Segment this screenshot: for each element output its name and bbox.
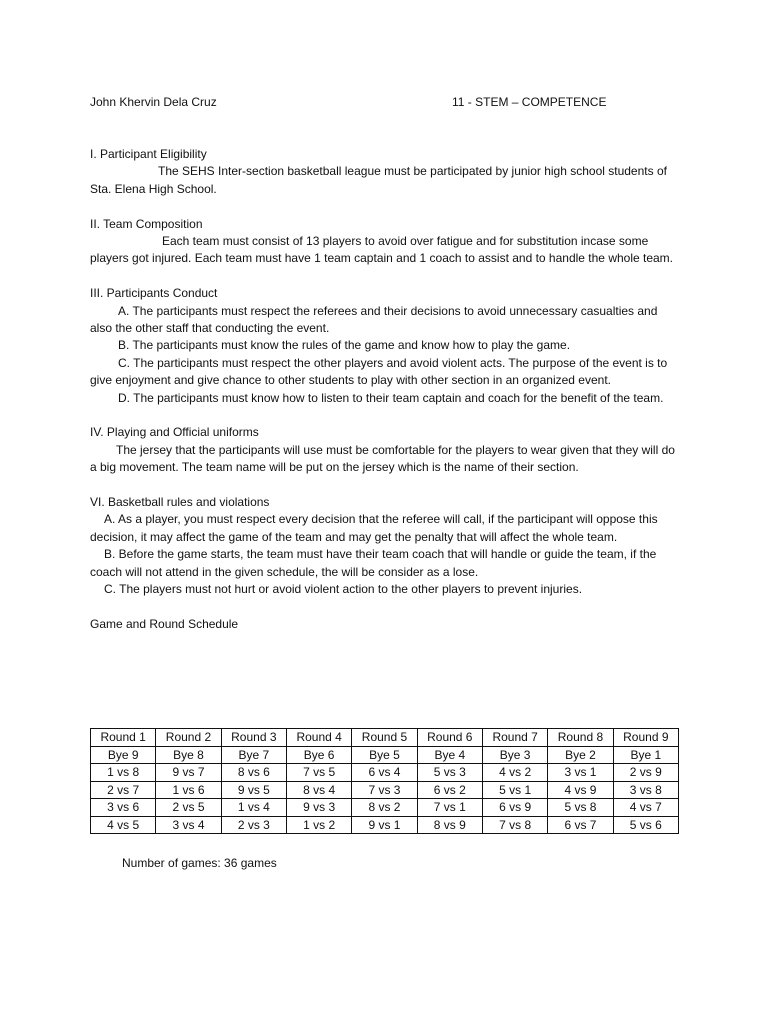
section-heading: I. Participant Eligibility (90, 147, 207, 161)
table-row (91, 746, 679, 764)
table-cell: 7 vs 8 (482, 816, 547, 834)
document-header (90, 94, 690, 112)
table-cell: Bye 2 (548, 746, 613, 764)
list-item: C. The participants must respect the other players and avoid violent acts. The purpose of the event is to give enjoyment and give chance to other students to play with other section in an organized event. (90, 355, 668, 388)
games-count: Number of games: 36 games (122, 856, 277, 870)
section-participants-conduct (90, 285, 680, 407)
table-cell: 7 vs 1 (417, 799, 482, 817)
section-heading: II. Team Composition (90, 216, 203, 231)
table-cell: 2 vs 5 (156, 799, 221, 817)
table-cell: 9 vs 3 (286, 799, 351, 817)
table-cell: 5 vs 3 (417, 764, 482, 782)
section-heading: III. Participants Conduct (90, 286, 218, 301)
table-cell: 8 vs 2 (352, 799, 417, 817)
table-cell: 3 vs 1 (548, 764, 613, 782)
list-item: A. The participants must respect the referees and their decisions to avoid unnecessary casualties and also the other staff that conducting the event. (90, 303, 658, 336)
table-cell: 9 vs 7 (156, 764, 221, 782)
section-eligibility (90, 146, 680, 198)
table-cell: Bye 4 (417, 746, 482, 764)
table-cell: Bye 6 (286, 746, 351, 764)
table-cell: 5 vs 1 (482, 781, 547, 799)
table-cell: 6 vs 2 (417, 781, 482, 799)
section-team-composition (90, 216, 680, 268)
table-cell: 8 vs 4 (286, 781, 351, 799)
table-cell: Bye 7 (221, 746, 286, 764)
column-header: Round 3 (221, 729, 286, 747)
table-cell: 8 vs 6 (221, 764, 286, 782)
table-cell: 9 vs 1 (352, 816, 417, 834)
list-item: C. The players must not hurt or avoid violent action to the other players to prevent injuries. (104, 582, 583, 597)
table-row (91, 816, 679, 834)
table-row (91, 764, 679, 782)
table-cell: 5 vs 8 (548, 799, 613, 817)
list-item: B. Before the game starts, the team must have their team coach that will handle or guide the team, if the coach will not attend in the given schedule, the will be consider as a lose. (90, 547, 657, 579)
column-header: Round 1 (91, 729, 156, 747)
table-cell: 8 vs 9 (417, 816, 482, 834)
table-cell: 6 vs 4 (352, 764, 417, 782)
author-name: John Khervin Dela Cruz (90, 95, 217, 109)
table-cell: Bye 3 (482, 746, 547, 764)
table-cell: Bye 8 (156, 746, 221, 764)
table-cell: 4 vs 9 (548, 781, 613, 799)
round-schedule-table (90, 728, 679, 834)
table-cell: 6 vs 9 (482, 799, 547, 817)
table-cell: 1 vs 2 (286, 816, 351, 834)
list-item: B. The participants must know the rules of the game and know how to play the game. (118, 338, 571, 353)
table-cell: 4 vs 7 (613, 799, 678, 817)
section-paragraph: The SEHS Inter-section basketball league must be participated by junior high school students of Sta. Elena High School. (90, 164, 667, 196)
section-heading: VI. Basketball rules and violations (90, 495, 270, 510)
table-cell: 5 vs 6 (613, 816, 678, 834)
section-rules (90, 494, 680, 598)
column-header: Round 6 (417, 729, 482, 747)
table-cell: Bye 9 (91, 746, 156, 764)
column-header: Round 5 (352, 729, 417, 747)
list-item: A. As a player, you must respect every decision that the referee will call, if the participant will oppose this decision, it may affect the game of the team and may get the penalty that will affect the whole team. (90, 512, 658, 544)
table-cell: 4 vs 5 (91, 816, 156, 834)
section-heading: IV. Playing and Official uniforms (90, 425, 259, 440)
column-header: Round 8 (548, 729, 613, 747)
table-cell: Bye 5 (352, 746, 417, 764)
table-cell: 2 vs 3 (221, 816, 286, 834)
table-cell: 1 vs 6 (156, 781, 221, 799)
column-header: Round 9 (613, 729, 678, 747)
table-cell: 6 vs 7 (548, 816, 613, 834)
table-cell: 3 vs 4 (156, 816, 221, 834)
column-header: Round 4 (286, 729, 351, 747)
table-cell: 3 vs 8 (613, 781, 678, 799)
table-cell: 4 vs 2 (482, 764, 547, 782)
document-body (90, 146, 680, 633)
table-cell: 2 vs 9 (613, 764, 678, 782)
table-cell: 7 vs 3 (352, 781, 417, 799)
table-cell: 9 vs 5 (221, 781, 286, 799)
section-paragraph: Each team must consist of 13 players to avoid over fatigue and for substitution incase some players got injured. Each team must have 1 team captain and 1 coach to assist and to handle the whole team. (90, 234, 674, 266)
schedule-title: Game and Round Schedule (90, 616, 239, 631)
table-cell: Bye 1 (613, 746, 678, 764)
column-header: Round 2 (156, 729, 221, 747)
table-header-row (91, 729, 679, 747)
column-header: Round 7 (482, 729, 547, 747)
table-cell: 3 vs 6 (91, 799, 156, 817)
class-section: 11 - STEM – COMPETENCE (452, 95, 607, 109)
table-cell: 1 vs 4 (221, 799, 286, 817)
list-item: D. The participants must know how to listen to their team captain and coach for the benefit of the team. (118, 390, 664, 405)
table-cell: 1 vs 8 (91, 764, 156, 782)
table-row (91, 799, 679, 817)
table-row (91, 781, 679, 799)
section-paragraph: The jersey that the participants will use must be comfortable for the players to wear given that they will do a big movement. The team name will be put on the jersey which is the name of their section. (90, 442, 675, 475)
section-uniforms (90, 424, 680, 476)
table-cell: 7 vs 5 (286, 764, 351, 782)
table-cell: 2 vs 7 (91, 781, 156, 799)
